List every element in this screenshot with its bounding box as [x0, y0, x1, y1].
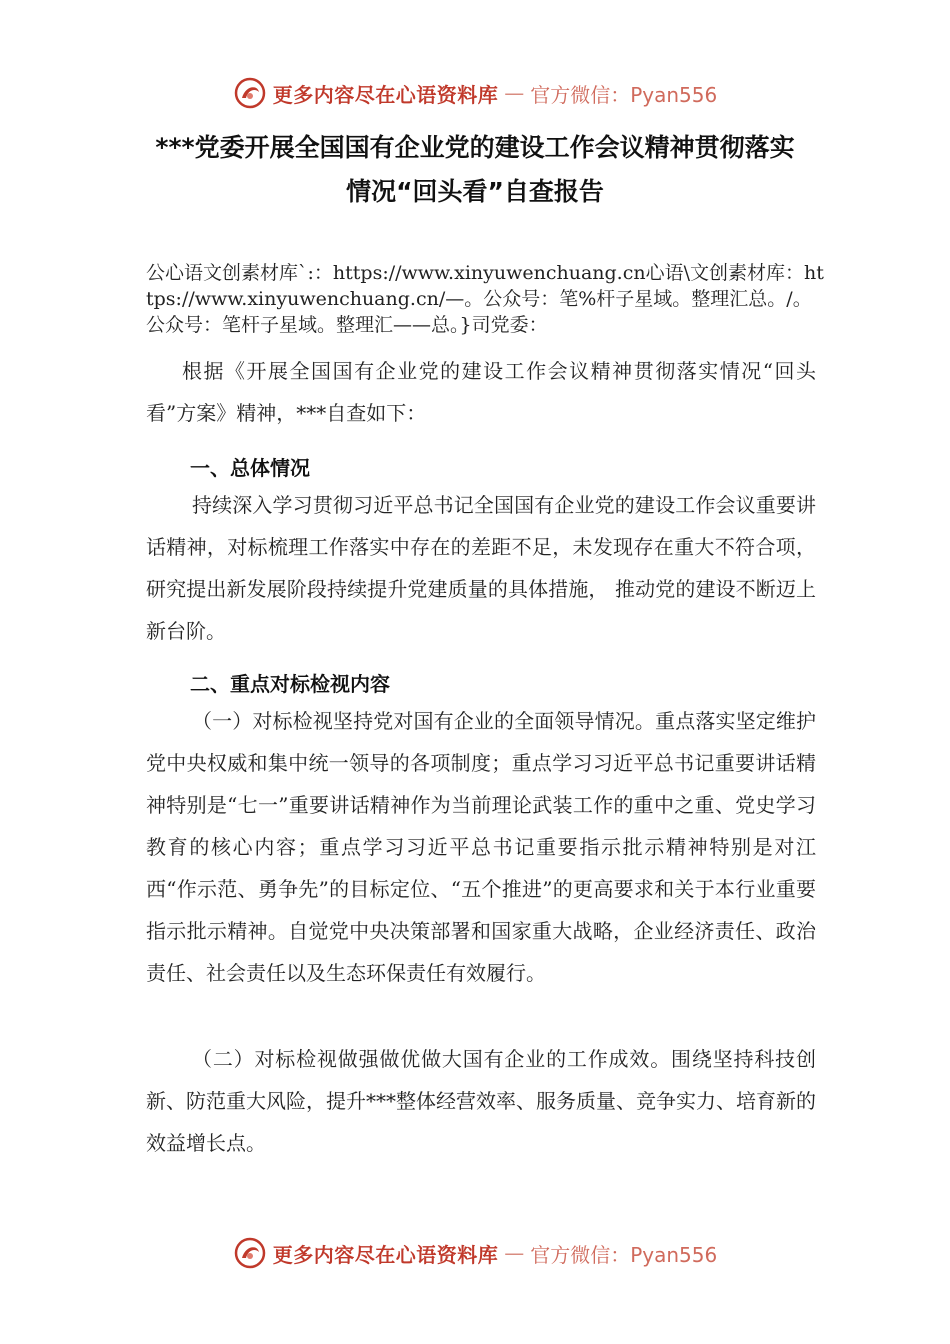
- banner-separator: —: [504, 1241, 525, 1265]
- intro-paragraph: 根据《开展全国国有企业党的建设工作会议精神贯彻落实情况“回头看”方案》精神，***自查如下：: [146, 359, 816, 425]
- swirl-logo-icon: [233, 76, 267, 110]
- section-1-body: 持续深入学习贯彻习近平总书记全国国有企业党的建设工作会议重要讲话精神，对标梳理工作落实中存在的差距不足，未发现存在重大不符合项，研究提出新发展阶段持续提升党建质量的具体措施， 推动党的建设不断迈上新台阶。: [146, 493, 816, 643]
- banner-separator: —: [504, 81, 525, 105]
- footer-banner: [0, 1230, 950, 1276]
- section-1-heading: 一、总体情况: [190, 456, 310, 480]
- swirl-logo-icon: [233, 1236, 267, 1270]
- section-2-heading: 二、重点对标检视内容: [190, 672, 390, 696]
- source-text: 公心语文创素材库`:：https://www.xinyuwenchuang.cn心语\文创素材库：https://www.xinyuwenchuang.cn/—。公众号：笔%杆子星域。整理汇总。/。公众号：笔杆子星域。整理汇——总。}司党委：: [146, 262, 824, 336]
- header-banner: [0, 70, 950, 116]
- document-title-line-1: ***党委开展全国国有企业党的建设工作会议精神贯彻落实: [155, 133, 795, 162]
- banner-text: 更多内容尽在心语资料库: [272, 82, 499, 107]
- banner-contact: 官方微信：Pyan556: [530, 1242, 718, 1267]
- banner-contact: 官方微信：Pyan556: [530, 82, 718, 107]
- section-2-item-1: （一）对标检视坚持党对国有企业的全面领导情况。重点落实坚定维护党中央权威和集中统一领导的各项制度；重点学习习近平总书记重要讲话精神特别是“七一”重要讲话精神作为当前理论武装工作的重中之重、党史学习教育的核心内容；重点学习习近平总书记重要指示批示精神特别是对江西“作示范、勇争先”的目标定位、“五个推进”的更高要求和关于本行业重要指示批示精神。自觉党中央决策部署和国家重大战略，企业经济责任、政治责任、社会责任以及生态环保责任有效履行。: [146, 709, 816, 985]
- banner-text: 更多内容尽在心语资料库: [272, 1242, 499, 1267]
- document-title-line-2: 情况“回头看”自查报告: [346, 177, 604, 206]
- section-2-item-2: （二）对标检视做强做优做大国有企业的工作成效。围绕坚持科技创新、防范重大风险，提升***整体经营效率、服务质量、竞争实力、培育新的效益增长点。: [146, 1047, 816, 1155]
